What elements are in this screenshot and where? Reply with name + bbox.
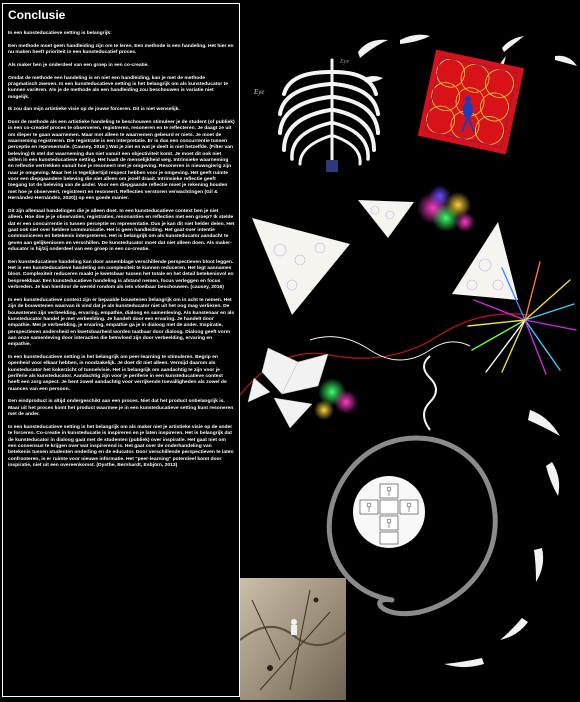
colour-blobs-lower	[314, 378, 358, 420]
ribcage-drawing	[280, 60, 378, 165]
paragraph-11: Een eindproduct is altijd ondergeschikt aan een proces. Niet dat het product onbelangrijk is. Maar uit het proces komt het product waarmee je in een kunsteducatieve setting kunt resoneren met de ander.	[8, 399, 234, 418]
white-wavy-line	[310, 337, 470, 360]
paragraph-1: In een kunsteducatieve setting is belangrijk:	[8, 31, 112, 36]
collage-artwork	[240, 0, 580, 702]
handwriting-eye-2: Eye	[340, 59, 349, 65]
conclusion-textbox	[2, 3, 240, 697]
paragraph-10: In een kunsteducatieve setting is het belangrijk om peer-learning te stimuleren. Begrip en openheid voor elkaar hebben, is noodzakelijk. Je doet dit niet alleen. Vermijd daarom als kunsteducator het kokerzicht of tunnelvisie. Het is belangrijk om aandachtig te zijn voor je periferie als kunsteducator. Aandachtig zijn voor je periferie in een kunsteducatieve context heeft een zorg aspect. Je bent zowel aandachtig voor verrijkende toevalligheden als zowel de nuances van een persoon.	[8, 354, 227, 392]
paragraph-2: Een methode moet geen handleiding zijn om te leren. Een methode is een handeling. Het hier en nu maken heeft prioriteit in een kunsteducatief proces.	[8, 43, 234, 56]
chalk-strokes-right	[444, 410, 560, 667]
paragraph-3: Als maker ben je onderdeel van een groep in een co-creatie.	[8, 62, 149, 68]
white-triangles	[252, 200, 518, 315]
red-panel-figure	[418, 50, 524, 155]
handwriting-eye-1: Eye	[254, 88, 265, 96]
page-title: Conclusie	[8, 8, 66, 22]
paragraph-6: Door de methode als een artistieke handeling te beschouwen stimuleer je de student (of publiek) in een co-creatief proces te observeren, registreren, resoneren en te reflecteren. Je daagt ze uit om dieper te gaan waarnemen. Maar met alleen te waarnemen gebeurd er niets. Je moet de waarneming registreren. Die registratie is een interpretatie. Er is dus een concurrentie tussen perceptie en representatie. (Causey, 2016 ) Wat je ziet en wat je deelt is niet hetzelfde. (Filter van beleving) Ik stel dat waarneming dus niet vanuit een objectiviteit komt. Je moet dit ook niet willen in een kunsteducatieve setting. Het haalt de menselijkheid weg. Intrinsieke waarneming en reflectie vertrekken vanuit hoe je resoneert met je omgeving. Resoneren is nieuwsgierig zijn naar je omgeving. Maar het is tegelijkertijd respect hebben voor je omgeving. Het geeft ruimte voor een diepgaandere beleving die niet alleen om jezelf draait. Intrinsieke reflectie geeft toegang tot de beleving van de ander. Voor een diepgaande reflectie moet je rekening houden met hoe je observeert, registreert en resoneert. Reflecties verstoren verwachtingen (Gil & Hernández-Hernández, 2020)) op een goede manier.	[8, 120, 235, 202]
drawing-board	[353, 476, 425, 548]
paragraph-5: Ik zou dan mijn artistieke visie op de jouwe forceren. Dit is niet wenselijk.	[8, 107, 180, 113]
paragraph-9: In een kunsteducatieve context zijn er bepaalde bouwtenen belangrijk om in acht te nemen. Het zijn de bouwstenen waarvan ik vind dat je als kunsteducator niet uit het oog mag verliezen. De bouwstenen zijn verbeelding, ervaring, empathie, dialoog en samenleving. Als kunstenaar en als kunsteducator handel je met verbeelding. Je handelt door een ervaring. Je handelt door empathie. Met je verbeelding, je ervaring, empathie ga je in dialoog met de ander. Inspiratie, perspectieven andersheid en kwetsbaarheid worden taatbaar door dialoog. Dialoog geeft vorm aan onze samenleving door interacties die beïnvloed zijn door verbeelding, ervaring en empathie.	[8, 297, 235, 348]
ribcage-base	[326, 160, 338, 172]
colour-blobs	[417, 185, 475, 232]
paragraph-7: Dit zijn allemaal handelingen die je alleen doet. In een kunsteducatieve context ben je niet alleen. Hoe doe je je observaties, registraties, resonanties en reflecties met een groep? Ik stelde dat er een concurrentie is tussen perceptie en representatie. Dus je kan dit niet helder delen. Het gaat ook niet over heldere communicatie. Het is geen handleiding. Het gaat over intentie communiceren en betekenis interpreteren. Het is belangrijk om als kunsteducator aandacht te geven aan gelijkenissen en verschillen. De kunsteducator moet dat niet alleen doen. Als maker-educator is hij/zij onderdeel van een groep in een co-creatie.	[8, 208, 235, 252]
paragraph-8: Een kunsteducatieve handeling kan door assemblage verschillende perspectieven bloot leggen. Het is een kunsteducatieve handeling om complexiteit te kunnen reduceren. Het legt aannames bloot. Complexiteit reduceren maakt je kwetsbaar tussen het totale en het detail betekenisvol en bespreekbaar. Een kunsteducatieve handeling is afstand nemen, focus verleggen en focus verbreden. Je kan hierdoor de wereld rondom als iets vloeibaar beschouwen. (causey, 2016)	[8, 259, 234, 291]
paragraph-12: In een kunsteducatieve setting is het belangrijk om als maker niet je artistieke visie op de ander te forceren. Co-creatie in kunsteducatie is inspireren en je laten inspireren. Het is belangrijk dat de kunsteducator in dialoog gaat met de studenten (publiek) over inspiratie. Het gaat niet om een consensus te krijgen over wat inspirerend is. Het gaat over de onderhandeling van betekenis tussen studenten onderling en de educator. Door verschillende perspectieven te laten confronteren, is er ruimte voor nieuwe informatie. Het "peer-learning" potentieel komt door inspiratie, niet uit een overeenkomst. (Dysthe, Bernhardt, Esbjörn, 2013)	[8, 424, 234, 468]
paragraph-4: Omdat de methode een handeling is en niet een handleiding, kan je met de methode pragmatisch zweven. In een kunsteducatieve setting is het belangrijk om als kunsteducator te kunnen variëren. Als je de methode als een handleiding zou beschouwen is variatie niet mogelijk.	[8, 75, 229, 100]
white-wavy-tail	[424, 356, 436, 430]
bottom-photo	[240, 578, 346, 700]
